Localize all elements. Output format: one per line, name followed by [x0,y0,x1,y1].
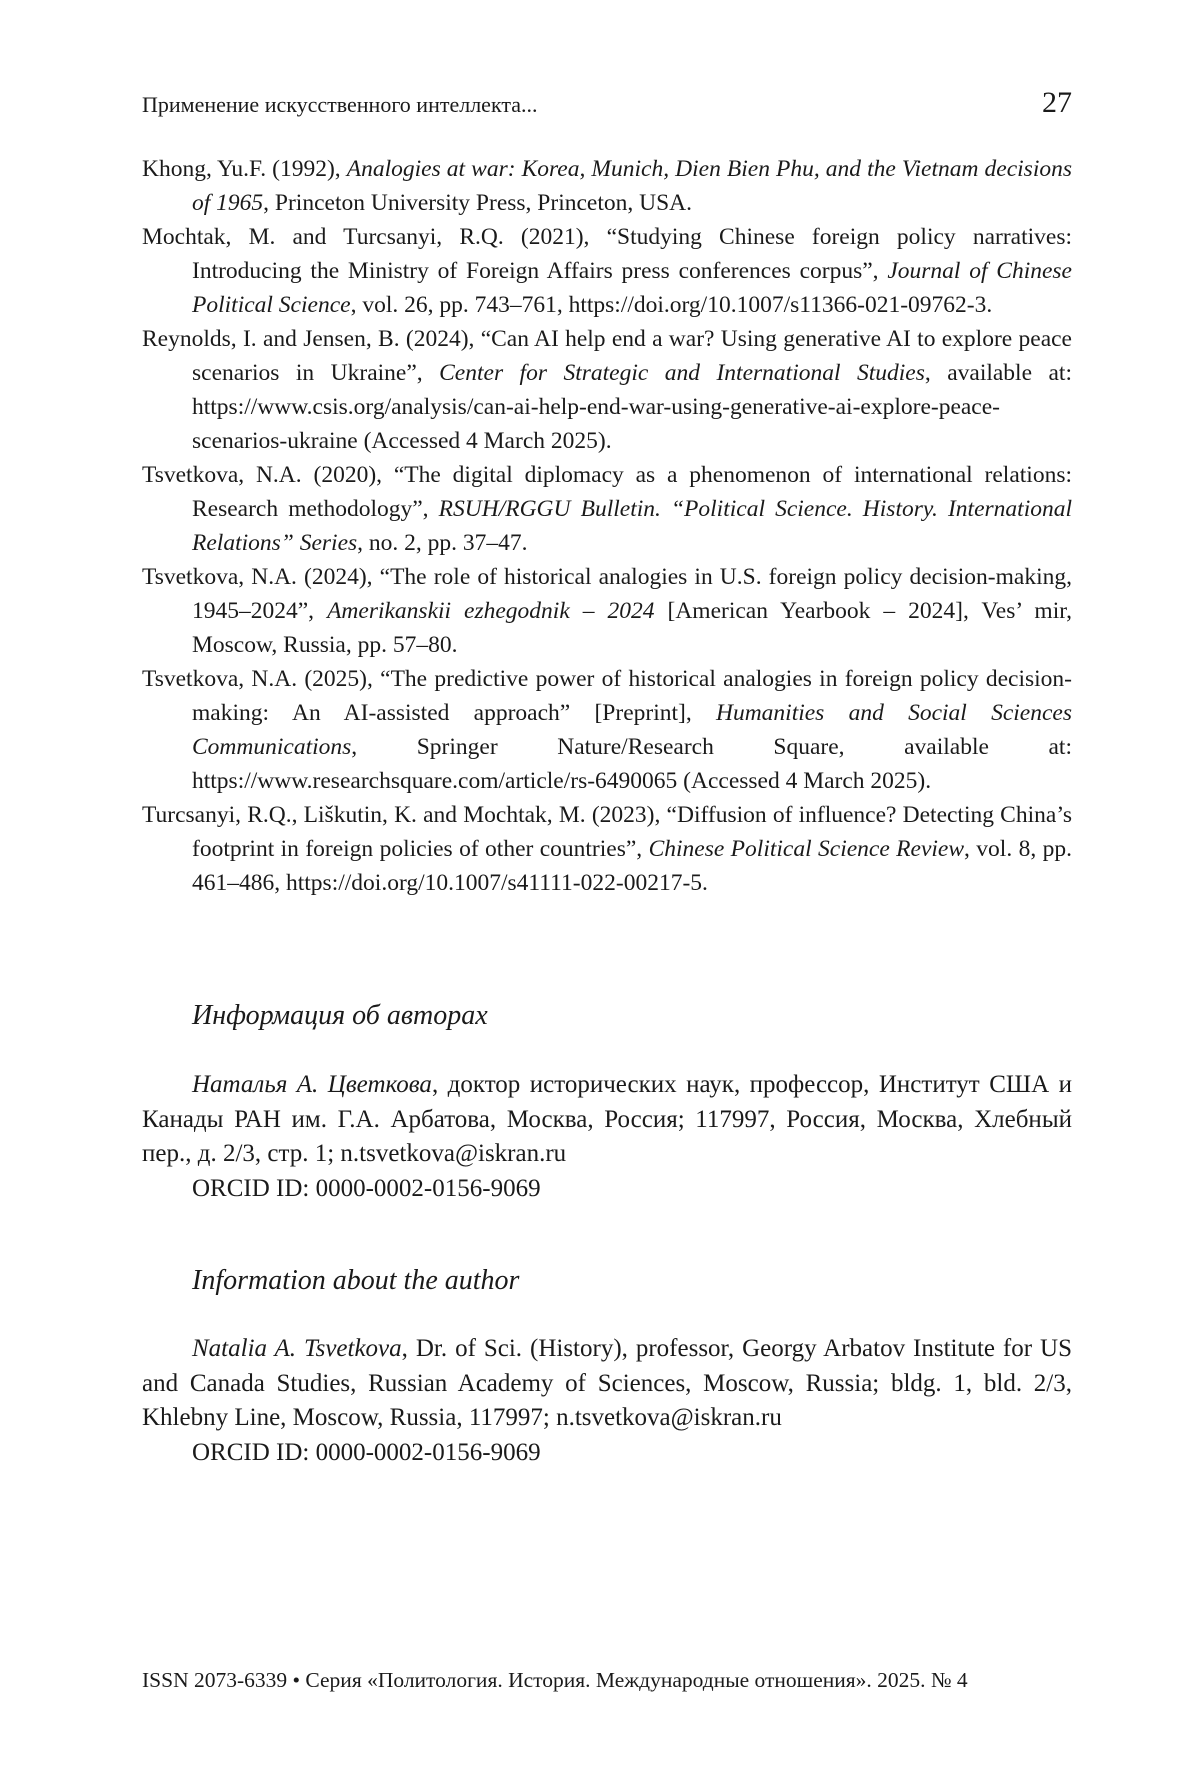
reference-text: Mochtak, M. and Turcsanyi, R.Q. (2021), “Studying Chinese foreign policy narratives: Introducing the Ministry of Foreign Affairs press conferences corpus”, [142,224,1072,284]
authors-en-heading: Information about the author [192,1265,519,1297]
reference-source-title: Center for Strategic and International Studies [439,360,925,386]
reference-source-title: Humanities and Social Sciences Communications [192,700,1072,760]
reference-text: Reynolds, I. and Jensen, B. (2024), “Can AI help end a war? Using generative AI to explore peace scenarios in Ukraine”, [142,326,1072,386]
authors-ru-block [142,1068,1072,1206]
running-title: Применение искусственного интеллекта... [142,92,538,118]
reference-source-title: Journal of Chinese Political Science [192,258,1072,318]
reference-item [142,458,1072,560]
reference-source-title: Analogies at war: Korea, Munich, Dien Bien Phu, and the Vietnam decisions of 1965 [192,156,1072,216]
reference-text: Tsvetkova, N.A. (2024), “The role of historical analogies in U.S. foreign policy decision-making, 1945–2024”, [142,564,1072,624]
reference-item [142,152,1072,220]
reference-text: Khong, Yu.F. (1992), [142,156,347,182]
reference-list [142,152,1072,900]
reference-item [142,220,1072,322]
reference-source-title: RSUH/RGGU Bulletin. “Political Science. History. International Relations” Series [192,496,1072,556]
reference-text: , vol. 26, pp. 743–761, https://doi.org/10.1007/s11366-021-09762-3. [351,292,993,318]
author-details-en: , Dr. of Sci. (History), professor, Georgy Arbatov Institute for US and Canada Studies, Russian Academy of Sciences, Moscow, Russia; bldg. 1, bld. 2/3, Khlebny Line, Moscow, Russia, 117997; n.tsvetkova@iskran.ru [142,1335,1072,1431]
reference-text: Tsvetkova, N.A. (2025), “The predictive power of historical analogies in foreign policy decision-making: An AI-assisted approach” [Preprint], [142,666,1072,726]
reference-text: , available at: https://www.csis.org/analysis/can-ai-help-end-war-using-generative-ai-explore-peace-scenarios-ukraine (Accessed 4 March 2025). [192,360,1072,454]
orcid-en: ORCID ID: 0000-0002-0156-9069 [142,1436,1072,1471]
reference-text: , Princeton University Press, Princeton, USA. [263,190,692,216]
author-name-en: Natalia A. Tsvetkova [192,1335,402,1362]
authors-ru-heading: Информация об авторах [192,1000,488,1032]
authors-en-block [142,1332,1072,1470]
reference-text: , vol. 8, pp. 461–486, https://doi.org/10.1007/s41111-022-00217-5. [192,836,1072,896]
reference-item [142,662,1072,798]
reference-source-title: Chinese Political Science Review [649,836,964,862]
reference-source-title: Amerikanskii ezhegodnik – 2024 [327,598,654,624]
author-details-ru: , доктор исторических наук, профессор, Институт США и Канады РАН им. Г.А. Арбатова, Москва, Россия; 117997, Россия, Москва, Хлебный пер., д. 2/3, стр. 1; n.tsvetkova@iskran.ru [142,1071,1072,1167]
page-footer: ISSN 2073-6339 • Серия «Политология. История. Международные отношения». 2025. № 4 [142,1668,1072,1693]
author-info-en [142,1332,1072,1436]
reference-text: Turcsanyi, R.Q., Liškutin, K. and Mochtak, M. (2023), “Diffusion of influence? Detecting China’s footprint in foreign policies of other countries”, [142,802,1072,862]
reference-text: , Springer Nature/Research Square, available at: https://www.researchsquare.com/article/rs-6490065 (Accessed 4 March 2025). [192,734,1072,794]
reference-text: Tsvetkova, N.A. (2020), “The digital diplomacy as a phenomenon of international relations: Research methodology”, [142,462,1072,522]
orcid-ru: ORCID ID: 0000-0002-0156-9069 [142,1172,1072,1207]
reference-text: , no. 2, pp. 37–47. [357,530,527,556]
author-info-ru [142,1068,1072,1172]
page-number: 27 [1042,86,1072,120]
reference-item [142,798,1072,900]
author-name-ru: Наталья А. Цветкова [192,1071,432,1098]
page-header [142,86,1072,120]
reference-item [142,560,1072,662]
reference-text: [American Yearbook – 2024], Ves’ mir, Moscow, Russia, pp. 57–80. [192,598,1072,658]
reference-item [142,322,1072,458]
